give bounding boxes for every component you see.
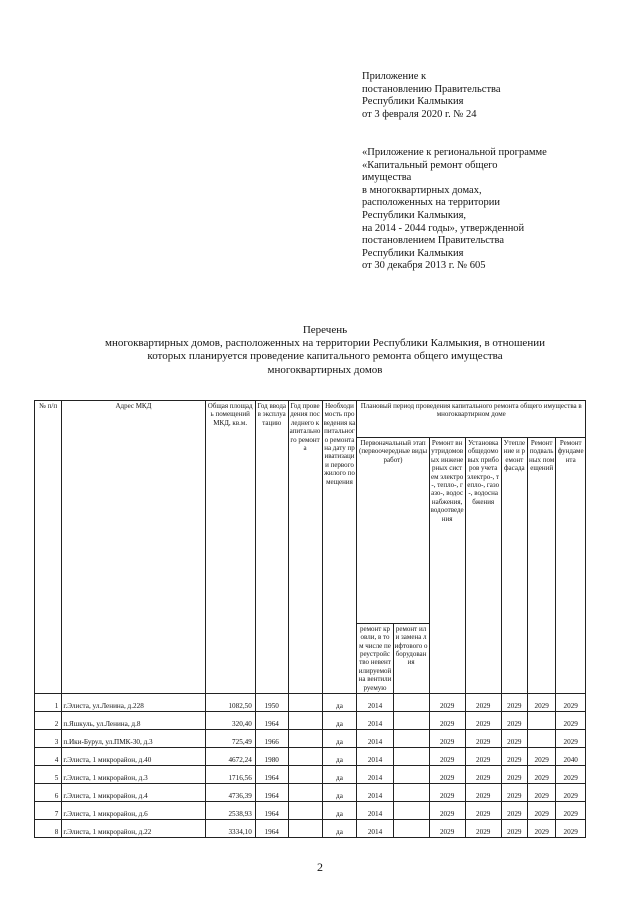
facade-cell: 2029 — [501, 748, 527, 766]
program-line: в многоквартирных домах, — [362, 184, 482, 196]
heading-line: многоквартирных домов — [267, 363, 383, 376]
num-cell: 2 — [35, 712, 62, 730]
roof-cell: 2014 — [357, 712, 393, 730]
area-cell: 320,40 — [205, 712, 255, 730]
engineering-cell: 2029 — [429, 784, 465, 802]
program-reference-block — [362, 147, 547, 273]
area-cell: 725,49 — [205, 730, 255, 748]
lifts-cell — [393, 694, 429, 712]
area-cell: 3334,10 — [205, 820, 255, 838]
appendix-line: Приложение к — [362, 71, 427, 82]
heading-line: многоквартирных домов, расположенных на территории Республики Калмыкия, в отношении — [105, 337, 545, 350]
table-row — [35, 766, 586, 784]
year-cell: 1964 — [255, 784, 288, 802]
need-cell: да — [322, 730, 357, 748]
meters-cell: 2029 — [465, 784, 501, 802]
lifts-cell — [393, 766, 429, 784]
address-cell: п.Ики-Бурул, ул.ПМК-30, д.3 — [62, 730, 205, 748]
table-row — [35, 820, 586, 838]
table-row — [35, 730, 586, 748]
basement-cell — [527, 730, 555, 748]
appendix-line: постановлению Правительства — [362, 83, 501, 95]
roof-cell: 2014 — [357, 784, 393, 802]
address-cell: г.Элиста, 1 микрорайон, д.3 — [62, 766, 205, 784]
year-cell: 1964 — [255, 802, 288, 820]
program-line: постановлением Правительства — [362, 235, 505, 247]
facade-cell: 2029 — [501, 802, 527, 820]
basement-cell: 2029 — [527, 820, 555, 838]
facade-cell: 2029 — [501, 766, 527, 784]
area-cell: 4736,39 — [205, 784, 255, 802]
engineering-cell: 2029 — [429, 694, 465, 712]
last-repair-cell — [288, 766, 322, 784]
engineering-cell: 2029 — [429, 820, 465, 838]
header-area: Общая площадь помещений МКД, кв.м. — [205, 401, 255, 694]
num-cell: 5 — [35, 766, 62, 784]
basement-cell: 2029 — [527, 694, 555, 712]
roof-cell: 2014 — [357, 694, 393, 712]
lifts-cell — [393, 748, 429, 766]
basement-cell: 2029 — [527, 748, 555, 766]
facade-cell: 2029 — [501, 694, 527, 712]
header-meters: Установка общедомовых приборов учета электро-, тепло-, газо-, водоснабжения — [465, 438, 501, 694]
header-facade: Утепление и ремонт фасада — [501, 438, 527, 694]
last-repair-cell — [288, 712, 322, 730]
foundation-cell: 2029 — [556, 784, 586, 802]
last-repair-cell — [288, 748, 322, 766]
need-cell: да — [322, 712, 357, 730]
facade-cell: 2029 — [501, 784, 527, 802]
basement-cell: 2029 — [527, 784, 555, 802]
year-cell: 1966 — [255, 730, 288, 748]
table-row — [35, 748, 586, 766]
last-repair-cell — [288, 784, 322, 802]
appendix-line: от 3 февраля 2020 г. № 24 — [362, 108, 477, 120]
lifts-cell — [393, 784, 429, 802]
lifts-cell — [393, 730, 429, 748]
engineering-cell: 2029 — [429, 766, 465, 784]
num-cell: 4 — [35, 748, 62, 766]
need-cell: да — [322, 748, 357, 766]
area-cell: 1082,50 — [205, 694, 255, 712]
area-cell: 2538,93 — [205, 802, 255, 820]
address-cell: п.Яшкуль, ул.Ленина, д.8 — [62, 712, 205, 730]
foundation-cell: 2029 — [556, 820, 586, 838]
roof-cell: 2014 — [357, 802, 393, 820]
year-cell: 1964 — [255, 766, 288, 784]
program-line: Республики Калмыкия, — [362, 209, 467, 221]
table-row — [35, 712, 586, 730]
lifts-cell — [393, 712, 429, 730]
need-cell: да — [322, 694, 357, 712]
header-row — [35, 401, 586, 438]
table-row — [35, 694, 586, 712]
basement-cell — [527, 712, 555, 730]
roof-cell: 2014 — [357, 820, 393, 838]
header-last-repair: Год проведения последнего капитального ремонта — [288, 401, 322, 694]
page-number: 2 — [317, 860, 323, 874]
header-basement: Ремонт подвальных помещений — [527, 438, 555, 694]
address-cell: г.Элиста, 1 микрорайон, д.22 — [62, 820, 205, 838]
meters-cell: 2029 — [465, 730, 501, 748]
header-period: Плановый период проведения капитального ремонта общего имущества в многоквартирном доме — [357, 401, 586, 438]
address-cell: г.Элиста, 1 микрорайон, д.40 — [62, 748, 205, 766]
header-foundation: Ремонт фундамента — [556, 438, 586, 694]
meters-cell: 2029 — [465, 766, 501, 784]
facade-cell: 2029 — [501, 712, 527, 730]
need-cell: да — [322, 766, 357, 784]
foundation-cell: 2029 — [556, 802, 586, 820]
last-repair-cell — [288, 730, 322, 748]
meters-cell: 2029 — [465, 802, 501, 820]
program-line: на 2014 - 2044 годы», утвержденной — [362, 222, 525, 234]
last-repair-cell — [288, 802, 322, 820]
engineering-cell: 2029 — [429, 748, 465, 766]
header-lifts: ремонт или замена лифтового оборудования — [393, 623, 429, 693]
lifts-cell — [393, 820, 429, 838]
program-line: расположенных на территории — [362, 197, 500, 209]
need-cell: да — [322, 820, 357, 838]
engineering-cell: 2029 — [429, 712, 465, 730]
num-cell: 7 — [35, 802, 62, 820]
header-engineering: Ремонт внутридомовых инженерных систем электро-, тепло-, газо-, водоснабжения, водоотведения — [429, 438, 465, 694]
facade-cell: 2029 — [501, 820, 527, 838]
basement-cell: 2029 — [527, 802, 555, 820]
header-first-stage: Первоначальный этап (первоочередные виды работ) — [357, 438, 429, 624]
lifts-cell — [393, 802, 429, 820]
table-row — [35, 784, 586, 802]
appendix-block — [362, 71, 501, 121]
buildings-table — [34, 400, 586, 838]
list-heading — [40, 324, 610, 377]
need-cell: да — [322, 784, 357, 802]
header-need: Необходимость проведения капитального ремонта на дату приватизации первого жилого помещения — [322, 401, 357, 694]
meters-cell: 2029 — [465, 748, 501, 766]
need-cell: да — [322, 802, 357, 820]
facade-cell: 2029 — [501, 730, 527, 748]
header-num: № п/п — [35, 401, 62, 694]
foundation-cell: 2040 — [556, 748, 586, 766]
num-cell: 1 — [35, 694, 62, 712]
foundation-cell: 2029 — [556, 766, 586, 784]
header-roof: ремонт кровли, в том числе переустройство невентилируемой на вентилируемую — [358, 624, 392, 692]
meters-cell: 2029 — [465, 694, 501, 712]
program-line: «Приложение к региональной программе — [362, 147, 547, 158]
last-repair-cell — [288, 694, 322, 712]
num-cell: 8 — [35, 820, 62, 838]
meters-cell: 2029 — [465, 820, 501, 838]
appendix-line: Республики Калмыкия — [362, 96, 464, 108]
address-cell: г.Элиста, ул.Ленина, д.228 — [62, 694, 205, 712]
meters-cell: 2029 — [465, 712, 501, 730]
roof-cell: 2014 — [357, 766, 393, 784]
address-cell: г.Элиста, 1 микрорайон, д.4 — [62, 784, 205, 802]
address-cell: г.Элиста, 1 микрорайон, д.6 — [62, 802, 205, 820]
year-cell: 1964 — [255, 820, 288, 838]
year-cell: 1964 — [255, 712, 288, 730]
foundation-cell: 2029 — [556, 694, 586, 712]
last-repair-cell — [288, 820, 322, 838]
year-cell: 1980 — [255, 748, 288, 766]
num-cell: 6 — [35, 784, 62, 802]
roof-cell: 2014 — [357, 730, 393, 748]
area-cell: 4672,24 — [205, 748, 255, 766]
area-cell: 1716,56 — [205, 766, 255, 784]
year-cell: 1950 — [255, 694, 288, 712]
engineering-cell: 2029 — [429, 730, 465, 748]
foundation-cell: 2029 — [556, 712, 586, 730]
foundation-cell: 2029 — [556, 730, 586, 748]
program-line: имущества — [362, 172, 412, 184]
table-row — [35, 802, 586, 820]
header-year-built: Год ввода в эксплуатацию — [255, 401, 288, 694]
program-line: «Капитальный ремонт общего — [362, 159, 498, 171]
program-line: Республики Калмыкия — [362, 247, 464, 259]
engineering-cell: 2029 — [429, 802, 465, 820]
header-address: Адрес МКД — [62, 401, 205, 694]
heading-title: Перечень — [302, 324, 348, 336]
num-cell: 3 — [35, 730, 62, 748]
program-line: от 30 декабря 2013 г. № 605 — [362, 260, 486, 272]
roof-cell: 2014 — [357, 748, 393, 766]
heading-line: которых планируется проведение капитального ремонта общего имущества — [147, 350, 503, 363]
basement-cell: 2029 — [527, 766, 555, 784]
